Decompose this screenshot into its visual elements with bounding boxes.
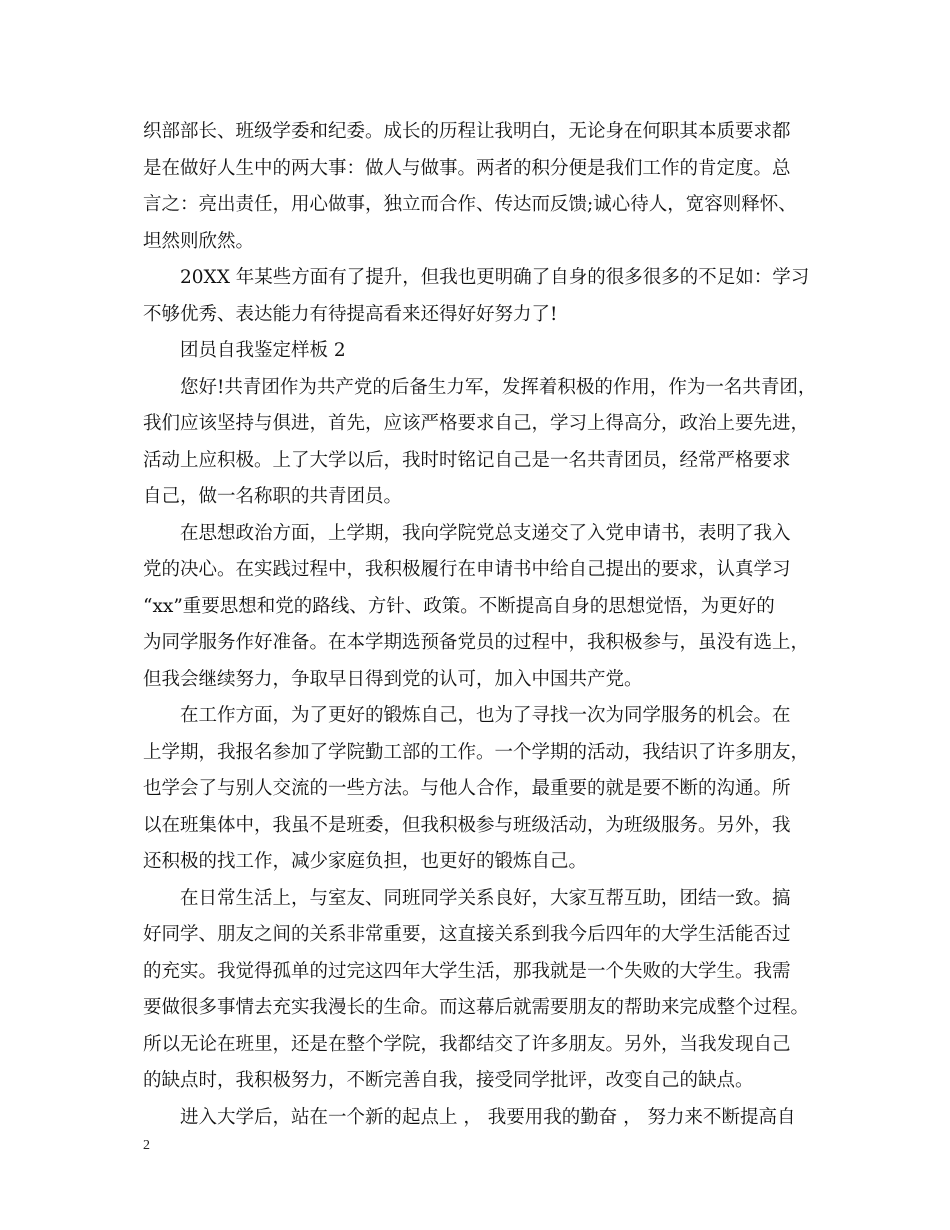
page-number: 2 <box>143 1138 150 1153</box>
text-line: 言之：亮出责任，用心做事，独立而合作、传达而反馈;诚心待人，宽容则释怀、 <box>143 194 797 215</box>
text-line: 但我会继续努力，争取早日得到党的认可，加入中国共产党。 <box>143 668 643 690</box>
text-line: 我们应该坚持与俱进，首先，应该严格要求自己，学习上得高分，政治上要先进， <box>143 413 810 434</box>
text-line: 20XX 年某些方面有了提升，但我也更明确了自身的很多很多的不足如：学习 <box>180 267 810 288</box>
text-line: 的缺点时，我积极努力，不断完善自我，接受同学批评，改变自己的缺点。 <box>143 1070 754 1091</box>
text-line: 团员自我鉴定样板 2 <box>180 340 346 361</box>
text-line: 活动上应积极。上了大学以后，我时时铭记自己是一名共青团员，经常严格要求 <box>143 449 791 471</box>
text-line: 还积极的找工作，减少家庭负担，也更好的锻炼自己。 <box>143 851 588 872</box>
text-line: 在思想政治方面，上学期，我向学院党总支递交了入党申请书，表明了我入 <box>180 522 791 544</box>
text-line: 织部部长、班级学委和纪委。成长的历程让我明白，无论身在何职其本质要求都 <box>143 121 791 142</box>
text-line: 也学会了与别人交流的一些方法。与他人合作，最重要的就是要不断的沟通。所 <box>143 778 791 799</box>
text-line: 好同学、朋友之间的关系非常重要，这直接关系到我今后四年的大学生活能否过 <box>143 924 791 945</box>
text-line: 进入大学后，站在一个新的起点上 ， 我要用我的勤奋 ， 努力来不断提高自 <box>180 1106 796 1128</box>
text-line: 党的决心。在实践过程中，我积极履行在申请书中给自己提出的要求，认真学习 <box>143 559 791 580</box>
text-line: 是在做好人生中的两大事：做人与做事。两者的积分便是我们工作的肯定度。总 <box>143 157 791 179</box>
text-line: “xx”重要思想和党的路线、方针、政策。不断提高自身的思想觉悟，为更好的 <box>143 595 775 617</box>
text-line: 为同学服务作好准备。在本学期选预备党员的过程中，我积极参与，虽没有选上， <box>143 632 810 653</box>
text-line: 在日常生活上，与室友、同班同学关系良好，大家互帮互助，团结一致。搞 <box>180 887 791 909</box>
text-line: 要做很多事情去充实我漫长的生命。而这幕后就需要朋友的帮助来完成整个过程。 <box>143 997 810 1018</box>
text-line: 所以无论在班里，还是在整个学院，我都结交了许多朋友。另外，当我发现自己 <box>143 1033 791 1055</box>
document-body <box>143 114 823 1136</box>
text-line: 在工作方面，为了更好的锻炼自己，也为了寻找一次为同学服务的机会。在 <box>180 705 791 726</box>
text-line: 坦然则欣然。 <box>143 230 255 252</box>
text-line: 的充实。我觉得孤单的过完这四年大学生活，那我就是一个失败的大学生。我需 <box>143 960 791 982</box>
text-line: 上学期，我报名参加了学院勤工部的工作。一个学期的活动，我结识了许多朋友， <box>143 741 810 763</box>
text-line: 自己，做一名称职的共青团员。 <box>143 486 403 507</box>
text-line: 不够优秀、表达能力有待提高看来还得好好努力了! <box>143 303 558 325</box>
text-line: 以在班集体中，我虽不是班委，但我积极参与班级活动，为班级服务。另外，我 <box>143 814 791 836</box>
text-line: 您好!共青团作为共产党的后备生力军，发挥着积极的作用，作为一名共青团， <box>180 376 817 398</box>
